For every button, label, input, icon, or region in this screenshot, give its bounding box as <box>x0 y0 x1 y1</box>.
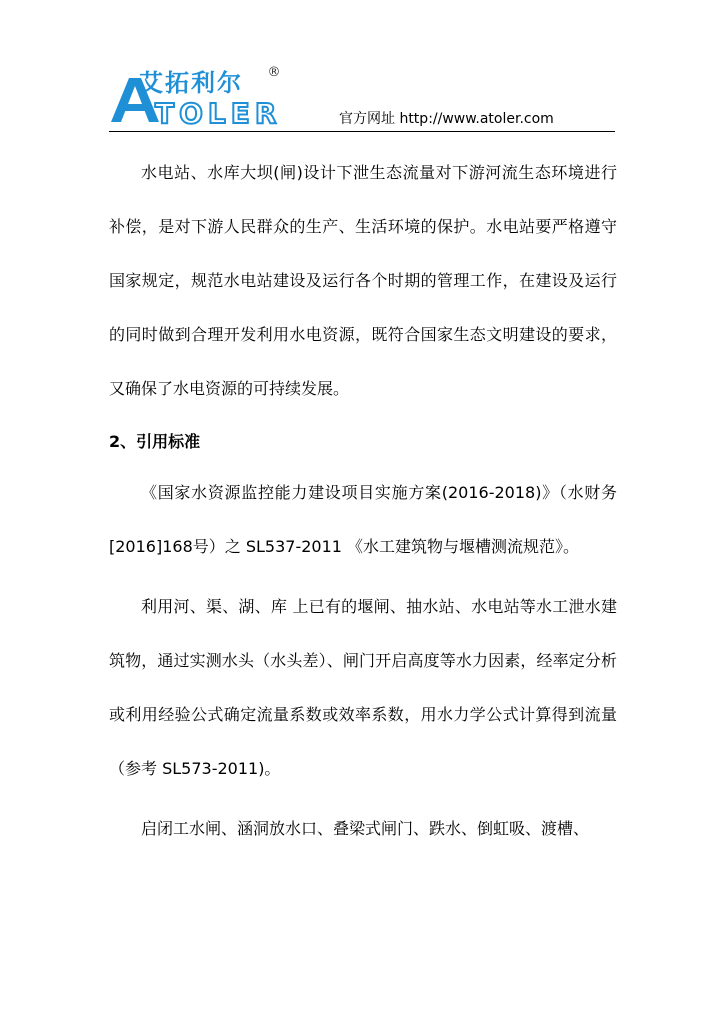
atoler-logo <box>109 62 282 130</box>
svg-text:艾拓利尔: 艾拓利尔 <box>139 69 243 97</box>
svg-text:TOLER: TOLER <box>155 97 282 130</box>
structures-paragraph: 启闭工水闸、涵洞放水口、叠梁式闸门、跌水、倒虹吸、渡槽、 <box>141 819 590 838</box>
page-header <box>109 62 615 132</box>
intro-paragraph: 水电站、水库大坝(闸)设计下泄生态流量对下游河流生态环境进行补偿，是对下游人民群众的生产、生活环境的保护。水电站要严格遵守国家规定，规范水电站建设及运行各个时期的管理工作，在建设及运行的同时做到合理开发利用水电资源，既符合国家生态文明建设的要求，又确保了水电资源的可持续发展。 <box>109 163 617 398</box>
section-heading-citation: 2、引用标准 <box>109 432 201 451</box>
citation-paragraph: 《国家水资源监控能力建设项目实施方案(2016-2018)》（水财务[2016]168号）之 SL537-2011 《水工建筑物与堰槽测流规范》。 <box>109 483 617 556</box>
method-paragraph: 利用河、渠、湖、库 上已有的堰闸、抽水站、水电站等水工泄水建筑物，通过实测水头（水头差）、闸门开启高度等水力因素，经率定分析或利用经验公式确定流量系数或效率系数，用水力学公式计算得到流量（参考 SL573-2011)。 <box>109 597 617 778</box>
official-website-url: 官方网址 http://www.atoler.com <box>339 111 554 127</box>
svg-text:®: ® <box>267 65 281 80</box>
header-divider <box>109 131 615 132</box>
document-body <box>109 146 617 856</box>
